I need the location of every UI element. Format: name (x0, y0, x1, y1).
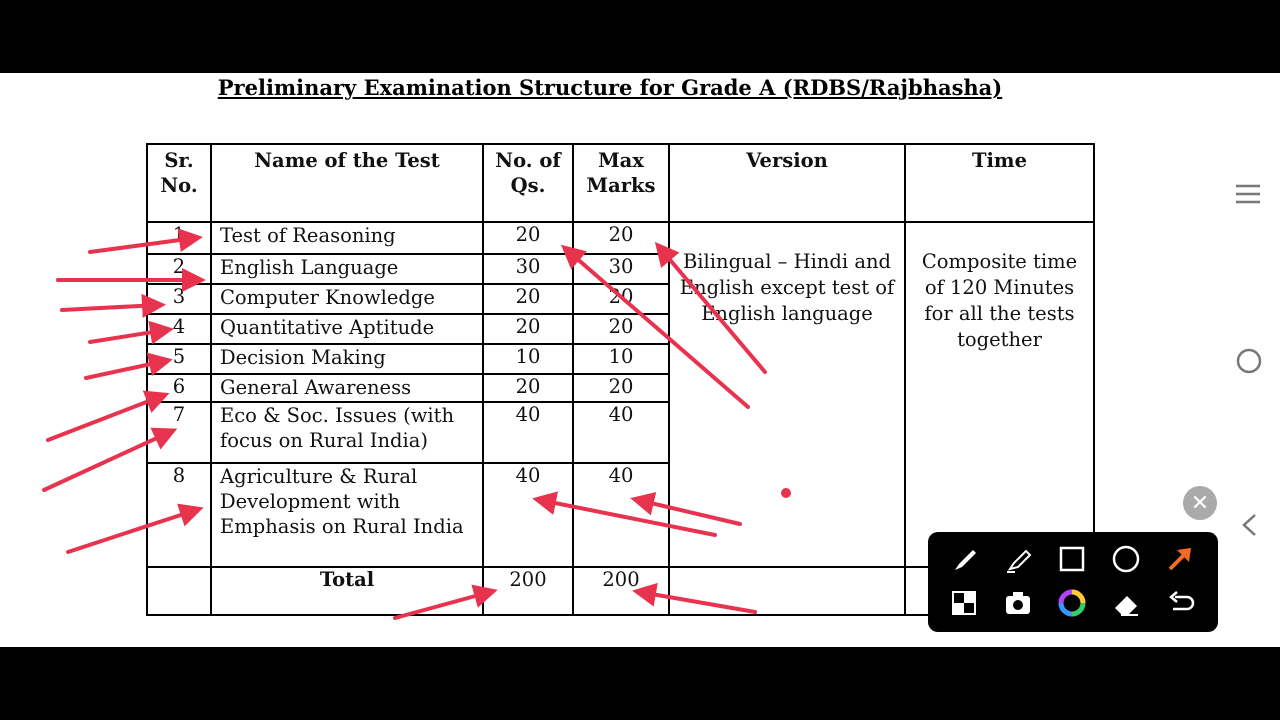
cell-name: Computer Knowledge (211, 284, 483, 314)
mosaic-icon[interactable] (947, 586, 981, 620)
cell-version (669, 222, 905, 567)
cell-time (905, 222, 1094, 567)
camera-icon[interactable] (1001, 586, 1035, 620)
total-label: Total (211, 567, 483, 615)
cell-sr: 6 (147, 374, 211, 402)
rectangle-icon[interactable] (1055, 542, 1089, 576)
cell-name: General Awareness (211, 374, 483, 402)
cell-marks: 20 (573, 374, 669, 402)
cell-qs: 10 (483, 344, 573, 374)
total-marks: 200 (573, 567, 669, 615)
cell-sr: 8 (147, 463, 211, 567)
version-text: Bilingual – Hindi and English except test of English language (679, 250, 895, 325)
cell-qs: 40 (483, 463, 573, 567)
eraser-icon[interactable] (1109, 586, 1143, 620)
cell-sr: 4 (147, 314, 211, 344)
cell-qs: 20 (483, 222, 573, 254)
highlighter-icon[interactable] (1001, 542, 1035, 576)
cell-sr: 1 (147, 222, 211, 254)
cell-sr: 7 (147, 402, 211, 463)
cell-marks: 20 (573, 284, 669, 314)
cell-name: Agriculture & Rural Development with Emphasis on Rural India (211, 463, 483, 567)
cell-empty (147, 567, 211, 615)
total-qs: 200 (483, 567, 573, 615)
cell-name: Eco & Soc. Issues (with focus on Rural India) (211, 402, 483, 463)
document-title: Preliminary Examination Structure for Grade A (RDBS/Rajbhasha) (217, 75, 1003, 100)
header-marks: Max Marks (573, 144, 669, 222)
cell-empty (669, 567, 905, 615)
brush-icon[interactable] (947, 542, 981, 576)
cell-name: Decision Making (211, 344, 483, 374)
cell-name: Quantitative Aptitude (211, 314, 483, 344)
cell-marks: 10 (573, 344, 669, 374)
cell-marks: 40 (573, 402, 669, 463)
close-icon: ✕ (1190, 490, 1210, 516)
cell-name: Test of Reasoning (211, 222, 483, 254)
cell-qs: 20 (483, 284, 573, 314)
drawing-toolbar (928, 532, 1218, 632)
arrow-icon[interactable] (1163, 542, 1197, 576)
cell-name: English Language (211, 254, 483, 284)
menu-icon[interactable] (1234, 182, 1262, 210)
circle-icon[interactable] (1109, 542, 1143, 576)
cell-sr: 2 (147, 254, 211, 284)
back-chevron-icon[interactable] (1239, 512, 1259, 542)
cell-sr: 3 (147, 284, 211, 314)
cell-sr: 5 (147, 344, 211, 374)
close-toolbar-button[interactable] (1183, 486, 1217, 520)
cell-qs: 20 (483, 314, 573, 344)
header-version: Version (669, 144, 905, 222)
cell-marks: 20 (573, 314, 669, 344)
cell-qs: 20 (483, 374, 573, 402)
home-circle-icon[interactable] (1235, 347, 1263, 379)
header-qs: No. of Qs. (483, 144, 573, 222)
cell-marks: 30 (573, 254, 669, 284)
color-picker-icon[interactable] (1055, 586, 1089, 620)
time-text: Composite time of 120 Minutes for all the tests together (921, 250, 1078, 351)
cell-marks: 40 (573, 463, 669, 567)
undo-icon[interactable] (1163, 586, 1197, 620)
table-row (147, 222, 1094, 254)
header-srno: Sr. No. (147, 144, 211, 222)
header-name: Name of the Test (211, 144, 483, 222)
cell-marks: 20 (573, 222, 669, 254)
table-header-row (147, 144, 1094, 222)
cell-qs: 30 (483, 254, 573, 284)
cell-qs: 40 (483, 402, 573, 463)
header-time: Time (905, 144, 1094, 222)
